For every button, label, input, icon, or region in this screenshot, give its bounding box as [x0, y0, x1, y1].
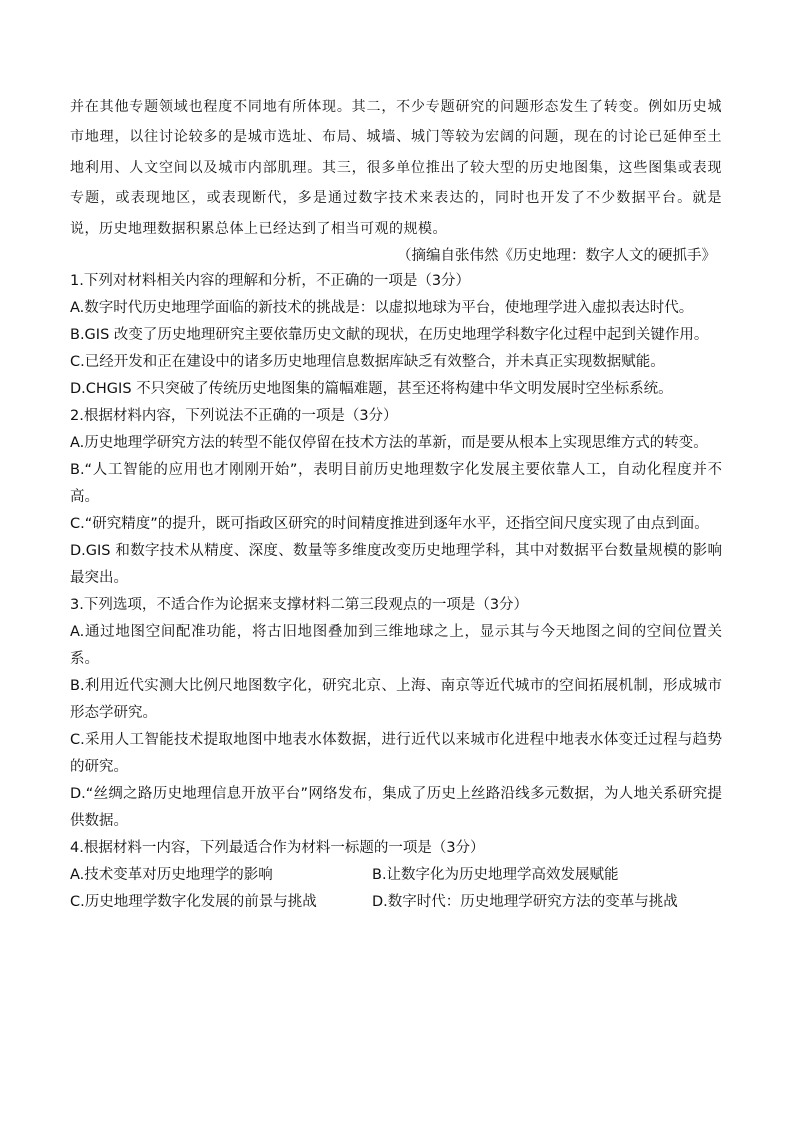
question-stem: 1.下列对材料相关内容的理解和分析，不正确的一项是（3分）	[70, 273, 471, 290]
option-b: B.利用近代实测大比例尺地图数字化，研究北京、上海、南京等近代城市的空间拓展机制，形成城市形态学研究。	[70, 678, 722, 722]
option-a: A.数字时代历史地理学面临的新技术的挑战是：以虚拟地球为平台，使地理学进入虚拟表达时代。	[70, 300, 694, 317]
option-b: B.“人工智能的应用也才刚刚开始”，表明目前历史地理数字化发展主要依靠人工，自动化程度并不高。	[70, 462, 722, 506]
question-stem: 2.根据材料内容，下列说法不正确的一项是（3分）	[70, 408, 398, 425]
option-a: A.历史地理学研究方法的转型不能仅停留在技术方法的革新，而是要从根本上实现思维方式的转变。	[70, 435, 708, 452]
source-citation: （摘编自张伟然《历史地理：数字人文的硬抓手》	[397, 248, 716, 265]
option-c: C.采用人工智能技术提取地图中地表水体数据，进行近代以来城市化进程中地表水体变迁过程与趋势的研究。	[70, 732, 722, 776]
option-b: B.让数字化为历史地理学高效发展赋能	[372, 867, 619, 884]
option-d: D.数字时代：历史地理学研究方法的变革与挑战	[372, 894, 678, 911]
question-3	[70, 592, 722, 835]
question-stem: 4.根据材料一内容，下列最适合作为材料一标题的一项是（3分）	[70, 840, 485, 857]
option-row	[70, 862, 722, 889]
option-b: B.GIS 改变了历史地理研究主要依靠历史文献的现状，在历史地理学科数字化过程中起到关键作用。	[70, 327, 709, 344]
option-a: A.技术变革对历史地理学的影响	[70, 867, 273, 884]
intro-paragraph: 并在其他专题领域也程度不同地有所体现。其二，不少专题研究的问题形态发生了转变。例如历史城市地理，以往讨论较多的是城市选址、布局、城墙、城门等较为宏阔的问题，现在的讨论已延伸至土地利用、人文空间以及城市内部肌理。其三，很多单位推出了较大型的历史地图集，这些图集或表现专题，或表现地区，或表现断代，多是通过数字技术来表达的，同时也开发了不少数据平台。就是说，历史地理数据积累总体上已经达到了相当可观的规模。	[70, 99, 722, 237]
option-d: D.“丝绸之路历史地理信息开放平台”网络发布，集成了历史上丝路沿线多元数据，为人地关系研究提供数据。	[70, 786, 722, 830]
question-1	[70, 268, 722, 403]
option-d: D.GIS 和数字技术从精度、深度、数量等多维度改变历史地理学科，其中对数据平台数量规模的影响最突出。	[70, 543, 722, 587]
option-c: C.“研究精度”的提升，既可指政区研究的时间精度推进到逐年水平，还指空间尺度实现了由点到面。	[70, 516, 709, 533]
option-row	[70, 889, 722, 916]
question-2	[70, 403, 722, 592]
option-d: D.CHGIS 不只突破了传统历史地图集的篇幅难题，甚至还将构建中华文明发展时空坐标系统。	[70, 381, 673, 398]
option-c: C.历史地理学数字化发展的前景与挑战	[70, 894, 317, 911]
option-a: A.通过地图空间配准功能，将古旧地图叠加到三维地球之上，显示其与今天地图之间的空间位置关系。	[70, 624, 722, 668]
option-c: C.已经开发和正在建设中的诸多历史地理信息数据库缺乏有效整合，并未真正实现数据赋能。	[70, 354, 665, 371]
question-stem: 3.下列选项，不适合作为论据来支撑材料二第三段观点的一项是（3分）	[70, 597, 529, 614]
question-4	[70, 835, 722, 916]
document-page	[70, 92, 722, 916]
